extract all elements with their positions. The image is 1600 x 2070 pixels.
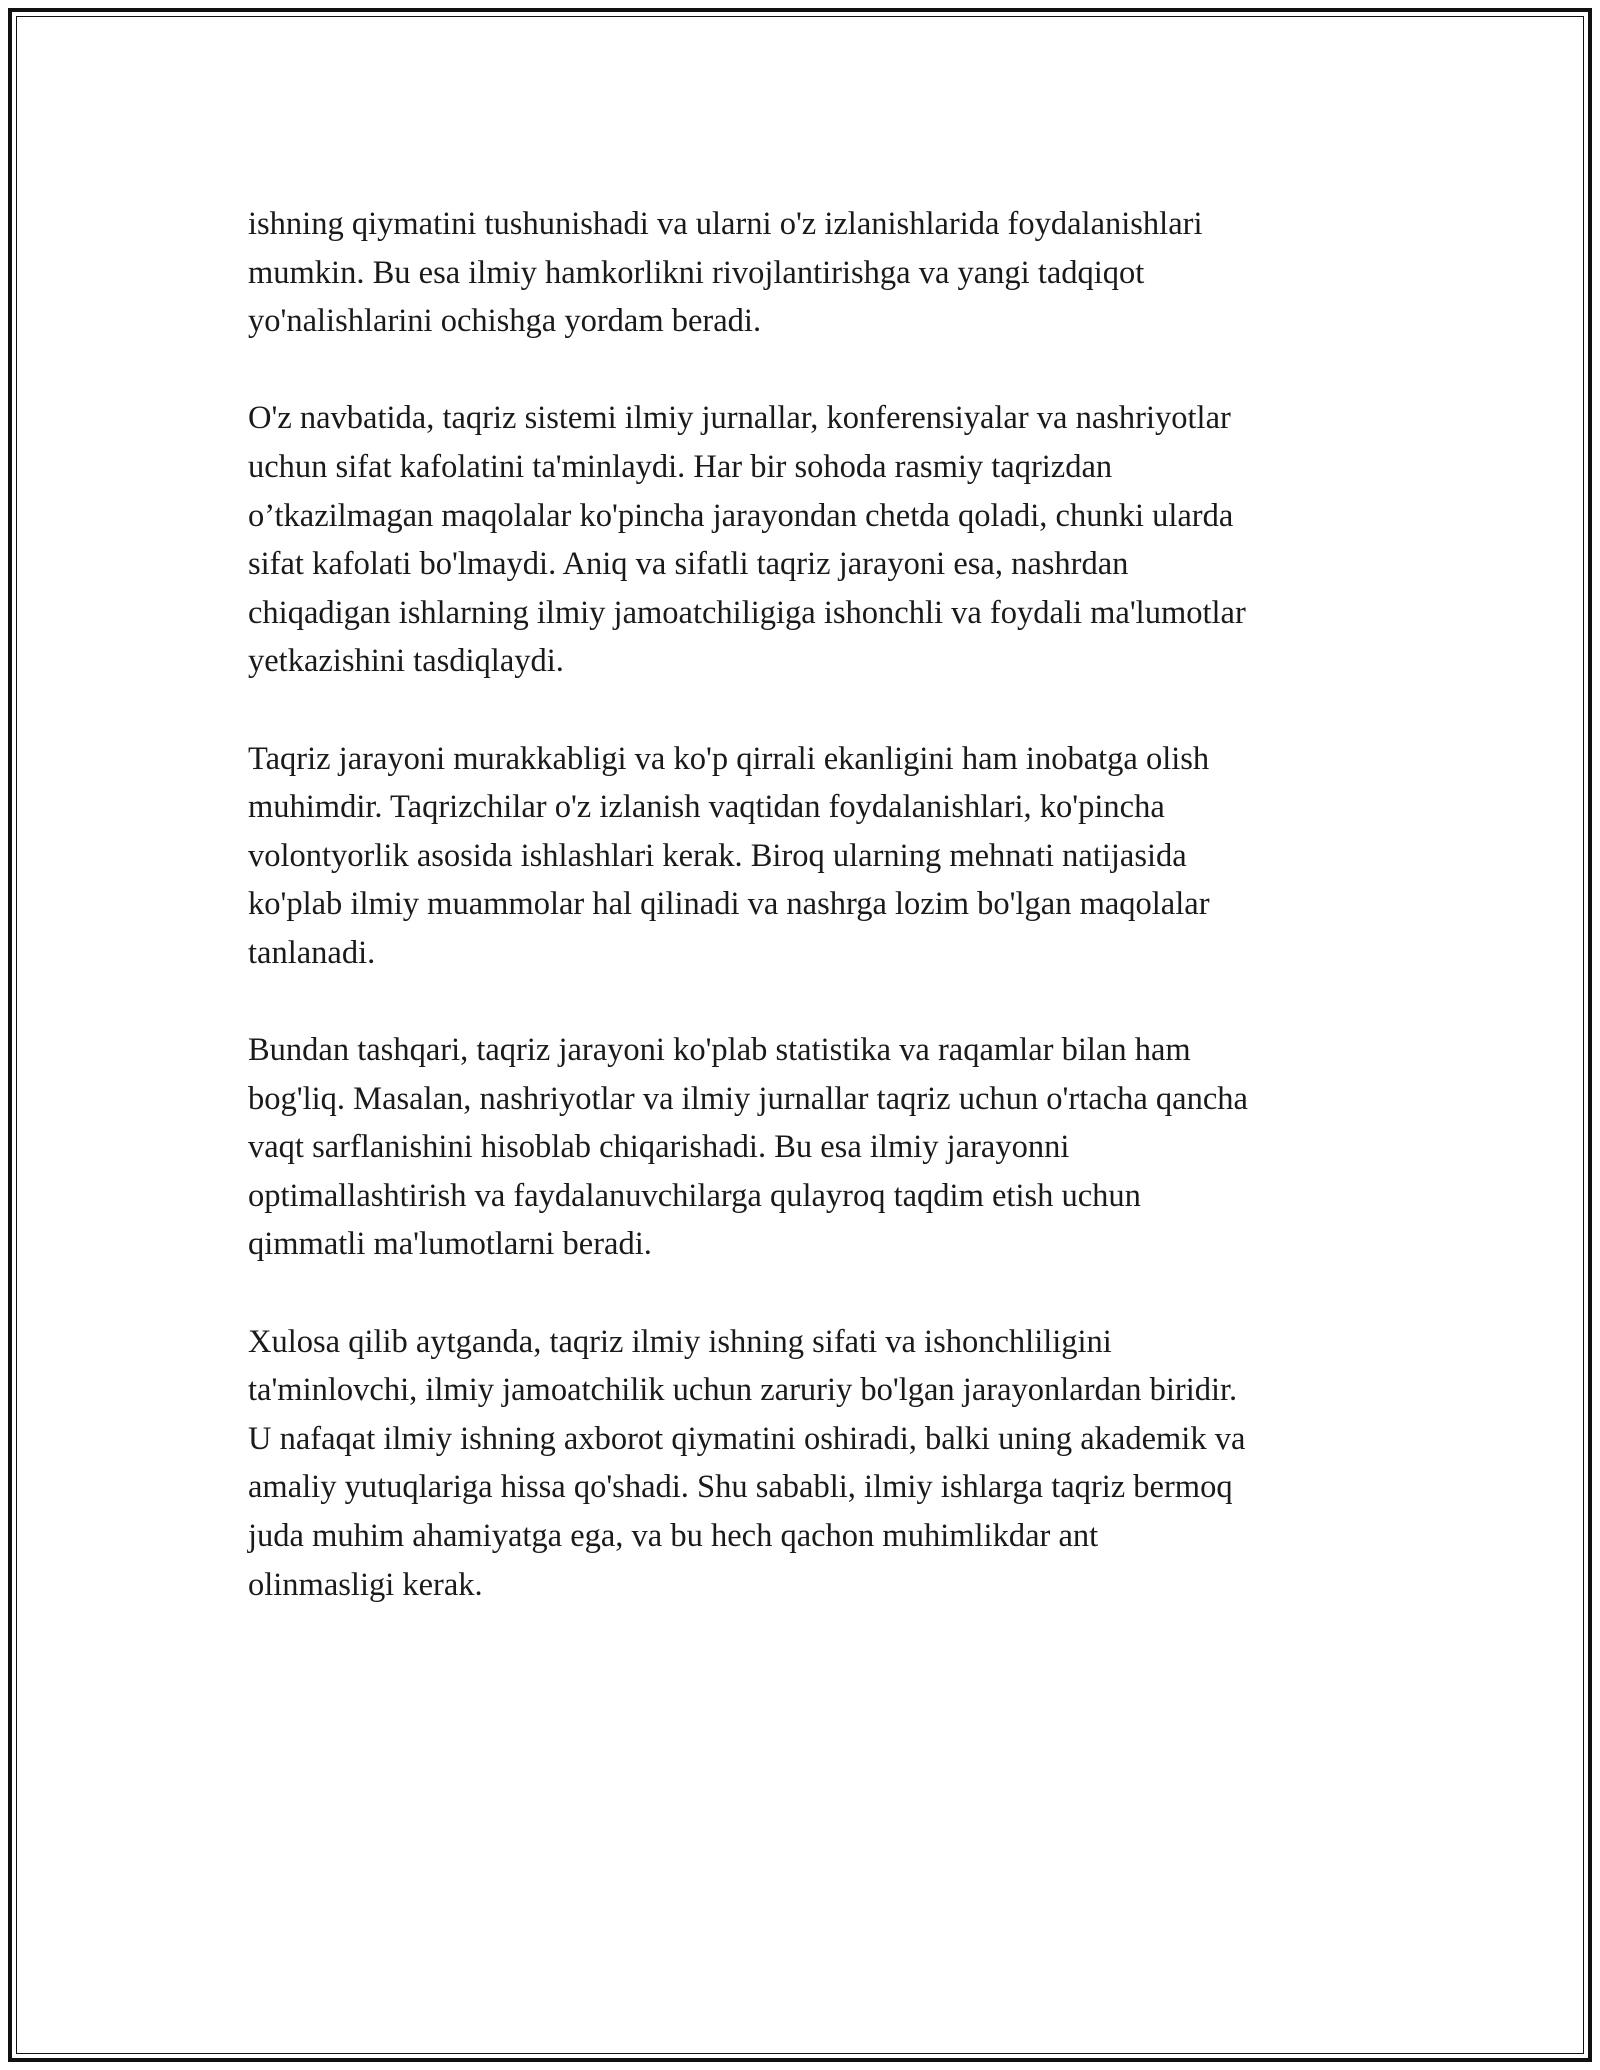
text-line: juda muhim ahamiyatga ega, va bu hech qachon muhimlikdar ant <box>248 1518 1099 1555</box>
text-line: ko'plab ilmiy muammolar hal qilinadi va nashrga lozim bo'lgan maqolalar <box>248 886 1210 923</box>
text-line: ta'minlovchi, ilmiy jamoatchilik uchun zaruriy bo'lgan jarayonlardan biridir. <box>248 1372 1238 1409</box>
text-line: tanlanadi. <box>248 934 376 971</box>
paragraph-5 <box>248 1318 1398 1610</box>
page-border <box>8 8 1592 2062</box>
paragraph-4 <box>248 1026 1398 1269</box>
text-line: chiqadigan ishlarning ilmiy jamoatchiligiga ishonchli va foydali ma'lumotlar <box>248 594 1246 631</box>
paragraph-1 <box>248 200 1398 346</box>
text-line: o’tkazilmagan maqolalar ko'pincha jarayondan chetda qoladi, chunki ularda <box>248 497 1234 534</box>
text-line: optimallashtirish va faydalanuvchilarga qulayroq taqdim etish uchun <box>248 1177 1141 1214</box>
text-line: mumkin. Bu esa ilmiy hamkorlikni rivojlantirishga va yangi tadqiqot <box>248 254 1145 291</box>
text-line: Bundan tashqari, taqriz jarayoni ko'plab statistika va raqamlar bilan ham <box>248 1032 1191 1069</box>
text-line: uchun sifat kafolatini ta'minlaydi. Har bir sohoda rasmiy taqrizdan <box>248 448 1113 485</box>
text-line: U nafaqat ilmiy ishning axborot qiymatini oshiradi, balki uning akademik va <box>248 1420 1246 1457</box>
text-line: qimmatli ma'lumotlarni beradi. <box>248 1226 652 1263</box>
paragraph-3 <box>248 735 1398 978</box>
text-line: vaqt sarflanishini hisoblab chiqarishadi. Bu esa ilmiy jarayonni <box>248 1129 1070 1166</box>
text-line: sifat kafolati bo'lmaydi. Aniq va sifatli taqriz jarayoni esa, nashrdan <box>248 546 1129 583</box>
text-line: muhimdir. Taqrizchilar o'z izlanish vaqtidan foydalanishlari, ko'pincha <box>248 789 1165 826</box>
text-line: Xulosa qilib aytganda, taqriz ilmiy ishning sifati va ishonchliligini <box>248 1323 1112 1360</box>
document-body <box>248 200 1398 1658</box>
text-line: bog'liq. Masalan, nashriyotlar va ilmiy jurnallar taqriz uchun o'rtacha qancha <box>248 1080 1248 1117</box>
text-line: ishning qiymatini tushunishadi va ularni o'z izlanishlarida foydalanishlari <box>248 206 1203 242</box>
paragraph-2 <box>248 394 1398 686</box>
text-line: olinmasligi kerak. <box>248 1566 483 1603</box>
text-line: amaliy yutuqlariga hissa qo'shadi. Shu sababli, ilmiy ishlarga taqriz bermoq <box>248 1469 1233 1506</box>
text-line: yetkazishini tasdiqlaydi. <box>248 643 564 680</box>
text-line: yo'nalishlarini ochishga yordam beradi. <box>248 303 762 340</box>
text-line: O'z navbatida, taqriz sistemi ilmiy jurnallar, konferensiyalar va nashriyotlar <box>248 400 1231 437</box>
text-line: volontyorlik asosida ishlashlari kerak. Biroq ularning mehnati natijasida <box>248 837 1187 874</box>
text-line: Taqriz jarayoni murakkabligi va ko'p qirrali ekanligini ham inobatga olish <box>248 740 1210 777</box>
